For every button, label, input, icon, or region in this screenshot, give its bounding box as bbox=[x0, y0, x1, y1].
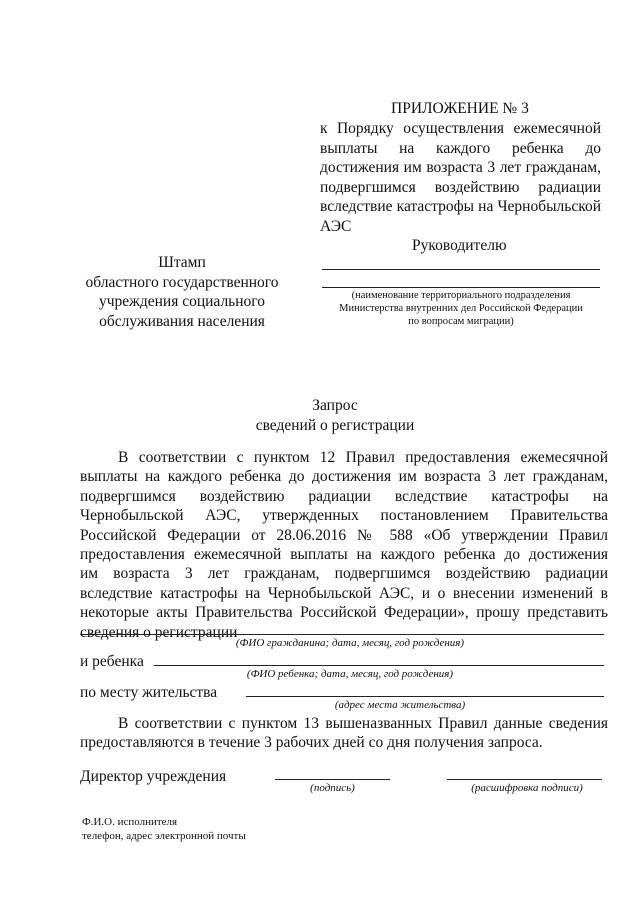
citizen-caption: (ФИО гражданина; дата, месяц, год рождения) bbox=[235, 637, 465, 649]
footer-block bbox=[82, 815, 342, 843]
paragraph-line: некоторые акты Правительства Российской Федерации», прошу представить bbox=[80, 604, 608, 622]
stamp-line: учреждения социального bbox=[98, 293, 266, 310]
heading-line: сведений о регистрации bbox=[255, 416, 415, 434]
paragraph-line: Российской Федерации от 28.06.2016 № 588 «Об утверждении Правил bbox=[80, 526, 608, 544]
citizen-field-line[interactable] bbox=[80, 634, 604, 635]
addressee-title: Руководителю bbox=[412, 237, 507, 254]
paragraph-line: выплаты на каждого ребенка до достижения им возраста 3 лет гражданам, bbox=[80, 468, 608, 486]
request-heading bbox=[200, 396, 470, 435]
appendix-line: подвергшимся воздействию радиации bbox=[320, 178, 601, 196]
child-label: и ребенка bbox=[80, 653, 144, 670]
residence-field-line[interactable] bbox=[246, 696, 604, 697]
stamp-line: обслуживания населения bbox=[99, 312, 265, 330]
paragraph-line: сведения о регистрации bbox=[80, 623, 238, 641]
appendix-line: АЭС bbox=[320, 217, 352, 235]
addressee-caption-line: по вопросам миграции) bbox=[408, 316, 514, 327]
appendix-title: ПРИЛОЖЕНИЕ № 3 bbox=[391, 100, 529, 117]
paragraph-line: подвергшимся воздействию радиации вследствие катастрофы на bbox=[80, 487, 608, 505]
deadline-paragraph bbox=[80, 714, 608, 753]
paragraph-line: им возраста 3 лет гражданам, подвергшимся воздействию радиации bbox=[80, 565, 608, 583]
appendix-text bbox=[320, 119, 601, 236]
child-caption: (ФИО ребенка; дата, месяц, год рождения) bbox=[246, 668, 454, 680]
stamp-line: областного государственного bbox=[85, 273, 279, 291]
paragraph-line: вследствие катастрофы на Чернобыльской АЭС, и о внесении изменений в bbox=[80, 584, 608, 602]
paragraph-line: В соответствии с пунктом 12 Правил предоставления ежемесячной bbox=[118, 449, 608, 466]
decode-line[interactable] bbox=[447, 779, 602, 780]
director-label: Директор учреждения bbox=[80, 768, 227, 785]
paragraph-line: предоставления ежемесячной выплаты на каждого ребенка до достижения bbox=[80, 546, 608, 564]
addressee-caption bbox=[312, 289, 610, 328]
heading-line: Запрос bbox=[312, 397, 358, 414]
signature-caption: (подпись) bbox=[310, 782, 355, 794]
stamp-block bbox=[78, 253, 286, 331]
stamp-line: Штамп bbox=[158, 254, 206, 271]
addressee-line-2 bbox=[322, 287, 600, 288]
residence-caption: (адрес места жительства) bbox=[334, 699, 466, 711]
appendix-line: достижения им возраста 3 лет гражданам, bbox=[320, 159, 601, 176]
residence-label: по месту жительства bbox=[80, 684, 218, 701]
appendix-line: выплаты на каждого ребенка до bbox=[320, 139, 601, 157]
addressee-line-1 bbox=[322, 269, 600, 270]
paragraph-line: В соответствии с пунктом 13 вышеназванных Правил данные сведения bbox=[118, 715, 608, 732]
paragraph-line: предоставляются в течение 3 рабочих дней со дня получения запроса. bbox=[80, 734, 543, 752]
decode-caption: (расшифровка подписи) bbox=[471, 782, 583, 794]
request-paragraph bbox=[80, 448, 608, 642]
child-field-line[interactable] bbox=[154, 665, 604, 666]
paragraph-line: Чернобыльской АЭС, утвержденных постановлением Правительства bbox=[80, 507, 608, 525]
executor-label: Ф.И.О. исполнителя bbox=[82, 816, 178, 828]
addressee-caption-line: Министерства внутренних дел Российской Федерации bbox=[339, 303, 583, 314]
addressee-caption-line: (наименование территориального подразделения bbox=[351, 290, 571, 301]
appendix-line: к Порядку осуществления ежемесячной bbox=[320, 120, 601, 137]
signature-line[interactable] bbox=[275, 779, 390, 780]
contact-label: телефон, адрес электронной почты bbox=[82, 830, 246, 842]
appendix-line: вследствие катастрофы на Чернобыльской bbox=[320, 198, 601, 215]
